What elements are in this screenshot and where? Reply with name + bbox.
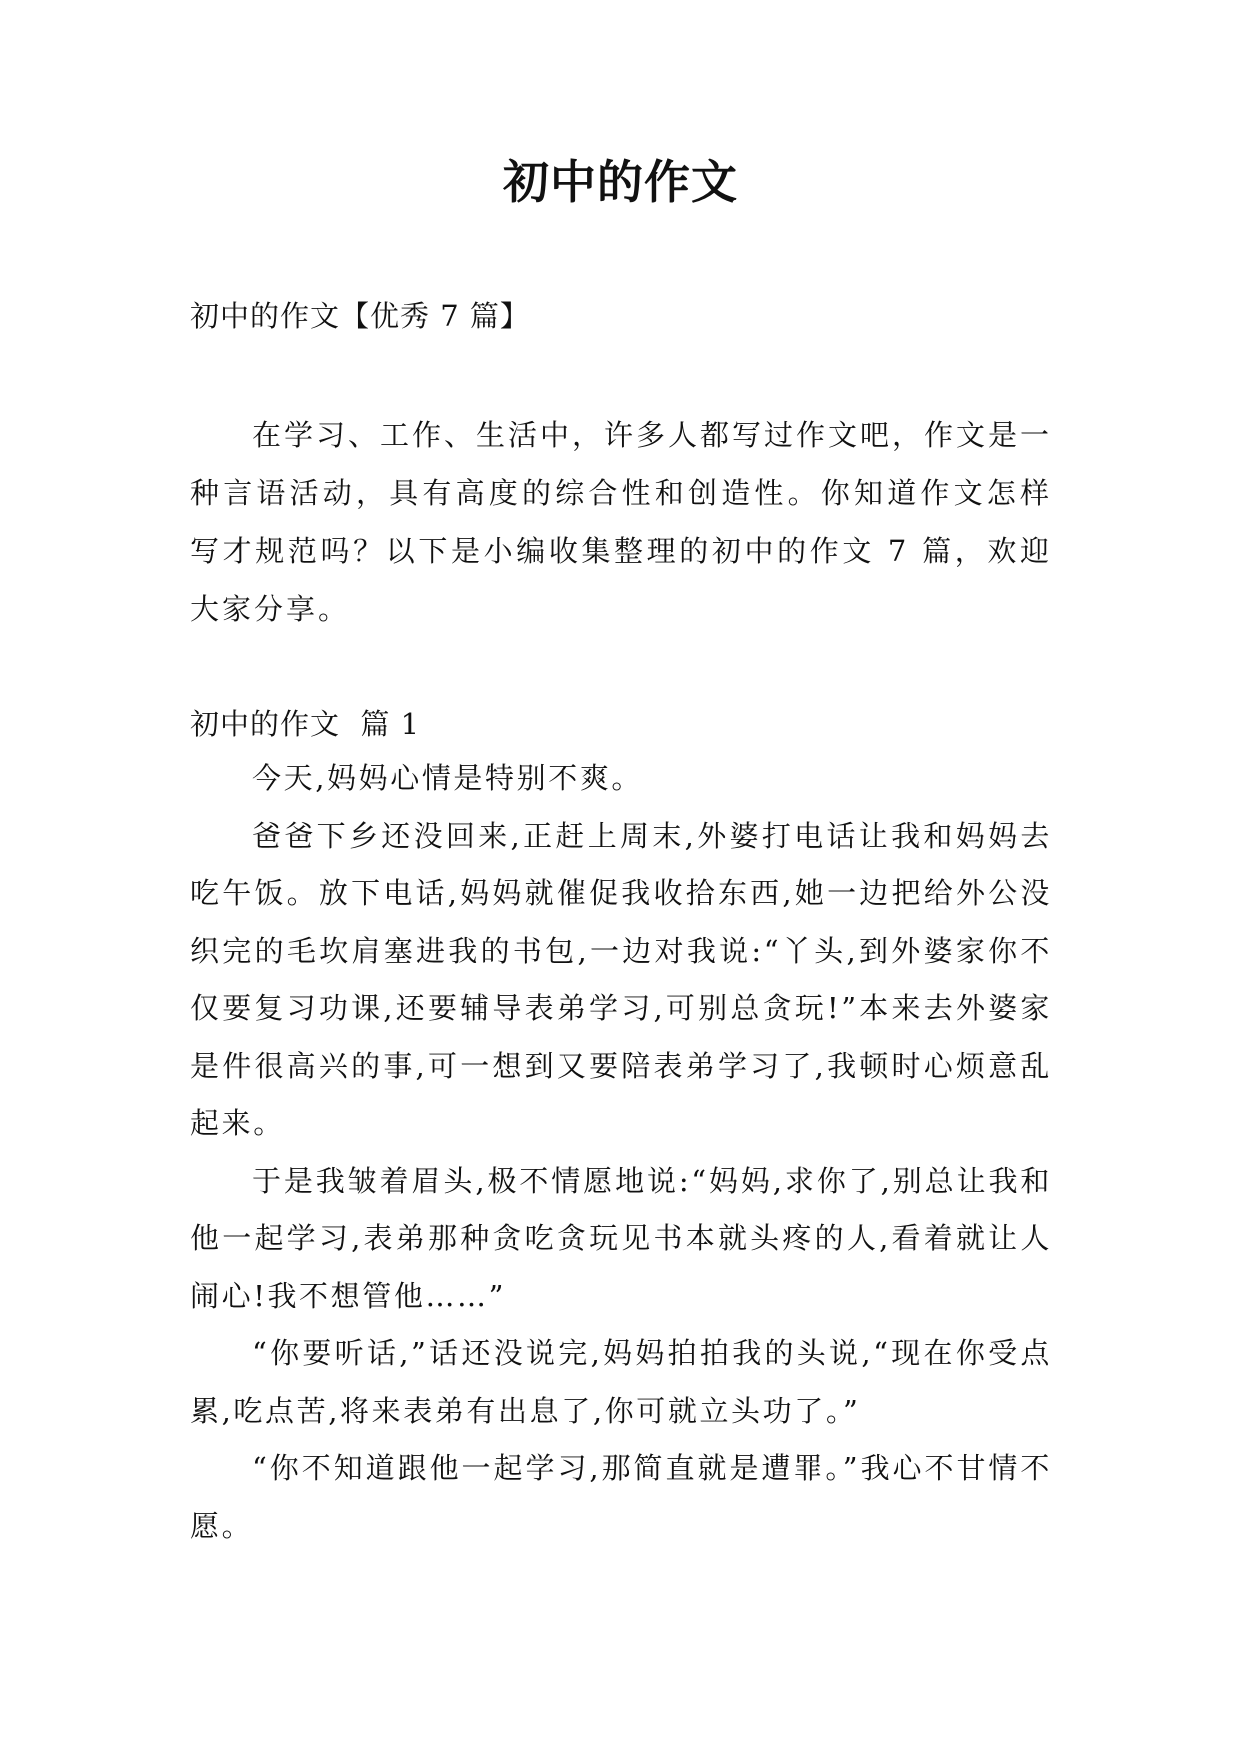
paragraph: 于是我皱着眉头,极不情愿地说:“妈妈,求你了,别总让我和他一起学习,表弟那种贪吃贪玩见书本就头疼的人,看着就让人闹心!我不想管他……”	[190, 1163, 1052, 1313]
paragraph: 今天,妈妈心情是特别不爽。	[252, 761, 644, 795]
paragraph: “你不知道跟他一起学习,那简直就是遭罪。”我心不甘情不愿。	[190, 1451, 1052, 1543]
paragraph: 爸爸下乡还没回来,正赶上周末,外婆打电话让我和妈妈去吃午饭。放下电话,妈妈就催促我收拾东西,她一边把给外公没织完的毛坎肩塞进我的书包,一边对我说:“丫头,到外婆家你不仅要复习功课,还要辅导表弟学习,可别总贪玩!”本来去外婆家是件很高兴的事,可一想到又要陪表弟学习了,我顿时心烦意乱起来。	[190, 818, 1052, 1140]
essay-body	[190, 750, 1052, 1555]
intro-paragraph: 在学习、工作、生活中，许多人都写过作文吧，作文是一种言语活动，具有高度的综合性和创造性。你知道作文怎样写才规范吗？以下是小编收集整理的初中的作文 7 篇，欢迎大家分享。	[190, 418, 1053, 626]
page-title: 初中的作文	[503, 155, 738, 209]
section-heading: 初中的作文 篇 1	[190, 707, 421, 741]
paragraph: “你要听话,”话还没说完,妈妈拍拍我的头说,“现在你受点累,吃点苦,将来表弟有出息了,你可就立头功了。”	[190, 1336, 1052, 1428]
document-subtitle: 初中的作文【优秀 7 篇】	[190, 299, 530, 333]
